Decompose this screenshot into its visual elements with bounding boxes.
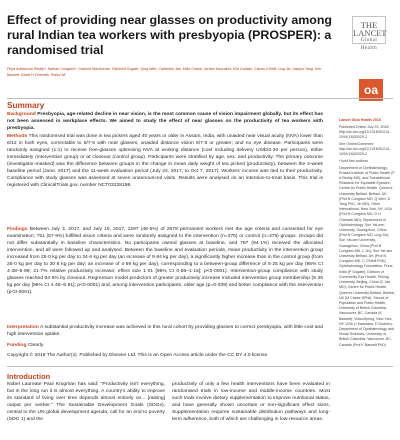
open-access-badge: oa [359,79,383,101]
interpretation-label: Interpretation [7,325,39,330]
funding-text: Clearly. [27,343,45,348]
background-paragraph [7,111,323,132]
background-label: Background [7,112,36,117]
side-note-comment: See Online/Comment http://dx.doi.org/10.1016/S2214-109X(18)30329-2 [339,141,391,157]
summary-heading: Summary [7,101,45,110]
interpretation-text: A substantial productivity increase was achieved in this rural cohort by providing glasses to correct presbyopia, with little cost and high intervention uptake. [7,325,324,338]
methods-label: Methods [7,134,28,139]
funding-paragraph [7,342,323,349]
journal-logo [352,16,387,51]
side-note-journal: Lancet Glob Health 2018 [339,118,381,122]
side-note-published: Published Online July 23, 2018 http://dx.doi.org/10.1016/S2214-109X(18)30329-2 [339,124,391,140]
methods-paragraph [7,133,323,189]
introduction-column-2: productivity of only a few health interventions have been evaluated in randomised trials in low-income and middle-income countries. Most such trials involve dietary supplementation to improve nutritional status, and have generally shown uncertain or non-significant effect sizes. Supplementation requires sustainable distribution pathways and long-term adherence, both of which are challenging in low-resource areas. [172,382,330,423]
methods-text: This randomised trial was done in tea pickers aged 40 years or older in Assam, India, with unaided near visual acuity (NVA) lower than 6/12 in both eyes, correctable to 6/7·5 with near glasses; unaided distance vision 6/7·5 or greater; and no eye disease. Participants were randomly assigned (1:1) to receive free-glasses optimising NVA at working distance (cost including delivery US$10·20 per person), either immediately (intervention group) or at closeout (control group). Participants were stratified by age, sex, and productivity. The primary outcome (investigator-masked) was the difference between groups in the change in mean daily weight of tea picked (productivity), between the 4-week baseline period (June, 2017) and the 11-week evaluation period (July 24, 2017, to Oct 7, 2017). Workers' income was tied to their productivity. Compliance with study glasses was assessed at seven unannounced visits. Results were analysed on an intention-to-treat basis. This trial is registered with ClinicalTrials.gov, number NCT03228199. [7,134,323,189]
logo-line-3: Global Health [360,38,378,51]
header-divider [7,98,393,99]
logo-line-2: LANCET [353,28,387,38]
interpretation-paragraph [7,324,323,338]
side-notes [339,118,395,349]
copyright-paragraph [7,352,323,359]
section-divider [7,366,393,367]
copyright-text: Copyright © 2018 The Author(s). Published by Elsevier Ltd. This is an Open Access article under the CC BY 4.0 license. [7,353,269,358]
background-text: Presbyopia, age-related decline in near vision, is the most common cause of vision impairment globally, but its effect has not been assessed in workplace effects. We aimed to study the effect of near glasses on the productivity of tea workers with presbyopia. [7,112,323,132]
side-note-affiliations: Department of Ophthalmology, Prasad Institute of Public Health (P A Reddy MD), and Translational Research for Equitable Eyecare, Centre for Public Health, Queen's University Belfast, Belfast, UK (Prof N Congdon MD, Q Wen, D Tang PhD, Jin MD); Orbis International, New York, NY, USA (Prof N Congdon MD, D H Cherwek MD); Department of Ophthalmology, Sun Yat-sen University, Guangzhou, China (Prof N Congdon MD, Ling Jin); Sun Yat-sen University, Guangzhou, China (Prof N Congdon MD, L Jin); Sun Yat-sen University Belfast, UK (Prof N Congdon MD, C O'Neill PhD); Ophthalmology Foundation, Pune, India (P Gogate); Division of Community Eye Health, Peking University, Beijing, China (C Jan MD); Centre for Public Health, Queen's University Belfast, Belfast, UK (M Clarke DPhil); School of Population and Public Health, University of British Columbia, Vancouver, BC, Canada (K Bassett); VisionSpring, New York, NY, USA (J Kassalow, E Gudwin); Department of Ophthalmology and Visual Sciences, University of British Columbia, Vancouver, BC, Canada (Prof K Bassett PhD) [339,165,396,347]
article-title: Effect of providing near glasses on productivity among rural Indian tea workers with presbyopia (PROSPER): a randomised trial [7,13,332,58]
findings-paragraph [7,226,323,296]
funding-label: Funding [7,343,27,348]
introduction-heading: Introduction [7,372,51,381]
introduction-column-1: Nobel Laureate Paul Krugman has said: "Productivity isn't everything, but in the long run it is almost everything. A country's ability to improve its standard of living over time depends almost entirely on... [raising] output per worker." The Sustainable Development Goals (SDGs), central to the UN global development agenda, call for an end to poverty (SDG 1) and the [7,382,165,423]
findings-label: Findings [7,227,28,232]
author-list: Priya Adhisesha Reddy*, Nathan Congdon*, Graeme MacKenzie, Parikshit Gogate, Qing Wen, Catherine Jan, Mike Clarke, Jordan Kassalow, Ella Gudwin, Ciaran O'Neill, Ling Jin, Jianjun Tang, Ken Bassett, David H Cherwek, Rahul Ali [7,67,322,78]
logo-line-1: THE [360,20,378,30]
side-note-joint-authors: *Joint first authors [339,158,368,163]
findings-text: Between July 3, 2017, and July 15, 2017, 1297 (48·5%) of 2679 permanent workers met the age criteria and consented for eye examination; 751 (57·9%) fulfilled vision criteria and were randomly assigned to the intervention (n=376) or control (n=375) groups. Groups did not differ substantially in baseline characteristics. No participants owned glasses at baseline, and 787 (94·1%) received the allocated intervention, and all were followed up and analysed. Between the baseline and evaluation periods, mean productivity in the intervention group increased from 25·0 kg per day to 34·6 kg per day (an increase of 9·84 kg per day), a significantly higher increase than in the control group (from 26·0 kg per day to 30·6 kg per day; an increase of 4·59 kg per day), corresponding to a between-group difference of 5·25 kg per day (95% CI 4·38–5·99; 21·7% relative productivity increase; effect size 1·01 [95% CI 0·86–1·16]; p<0·0001). Intervention-group compliance with study glasses reached 84·5% by closeout. Regression model predictors of greater productivity increase included intervention group membership (5·25 kg per day [95% CI 4·46–5·91]; p<0·0001) and, among intervention participants, older age (p=0·039) and better compliance with the intervention (p<0·0001). [7,227,323,296]
